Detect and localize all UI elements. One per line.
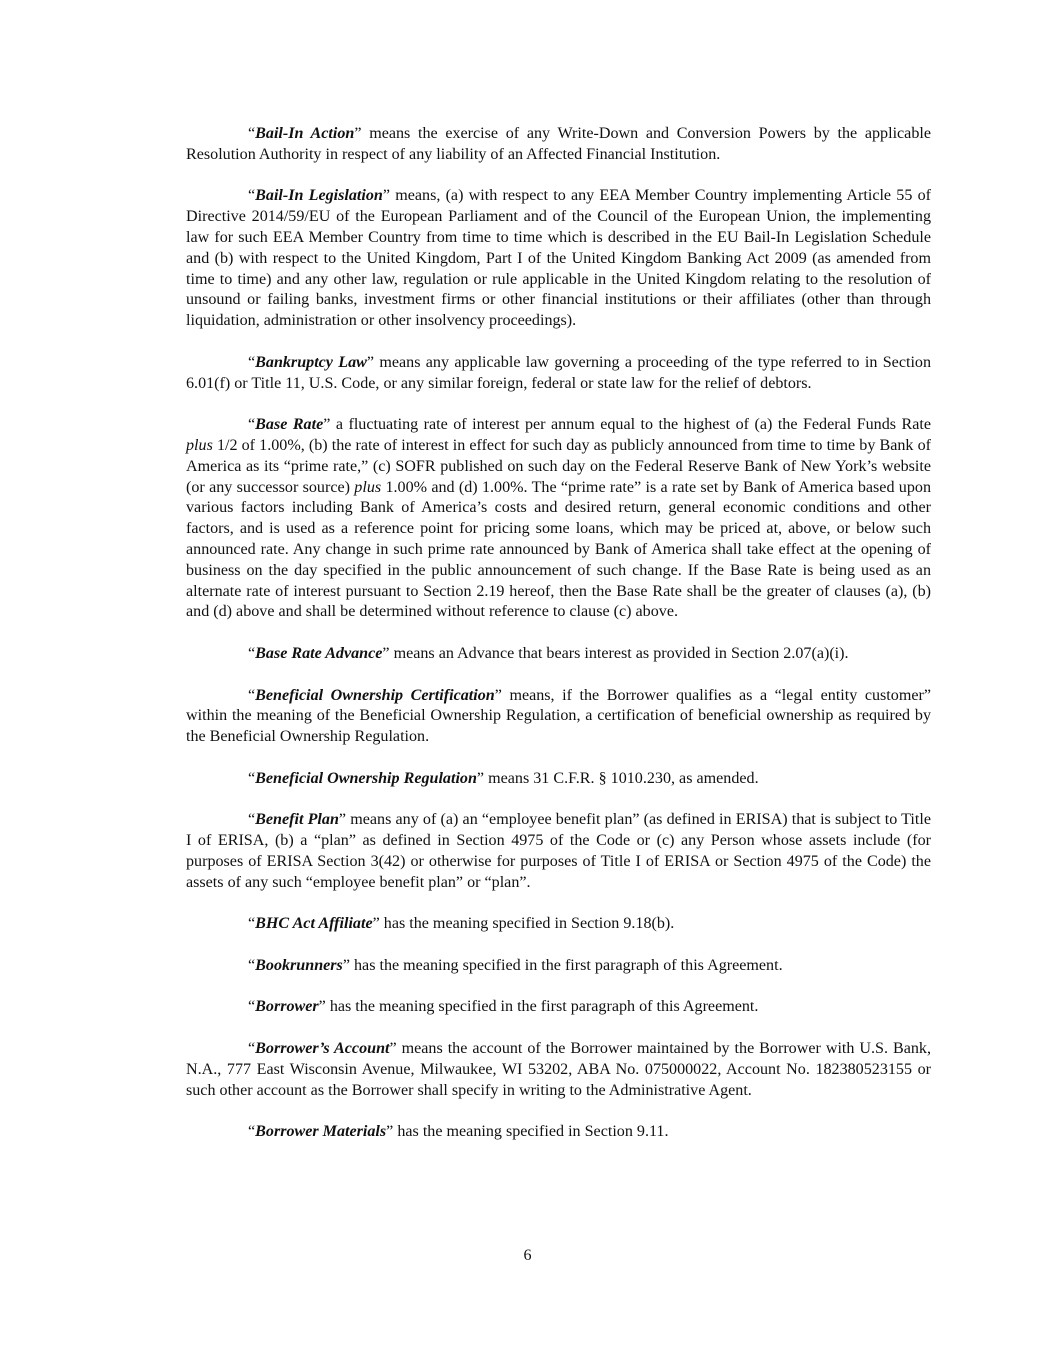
defined-term: Benefit Plan [255, 811, 339, 829]
page-number: 6 [523, 1247, 532, 1264]
definition-text: a fluctuating rate of interest per annum equal to the highest of (a) the Federal Funds Rate [330, 416, 932, 434]
definition-text: means 31 C.F.R. § 1010.230, as amended. [484, 769, 759, 787]
definition-borrower-materials: “Borrower Materials” has the meaning specified in Section 9.11. [248, 1123, 669, 1141]
definition-borrowers-account: “Borrower’s Account” means the account of the Borrower maintained by the Borrower with U.S. Bank, N.A., 777 East Wisconsin Avenue, Milwaukee, WI 53202, ABA No. 075000022, Account No. 182380523155 or such other account as the Borrower shall specify in writing to the Administrative Agent. [186, 1040, 931, 1099]
defined-term: Bail-In Action [255, 125, 355, 142]
definition-text: means the account of the Borrower maintained by the Borrower with U.S. Bank, N.A., 777 East Wisconsin Avenue, Milwaukee, WI 53202, ABA No. 075000022, Account No. 182380523155 or such other account as the Borrower shall specify in writing to the Administrative Agent. [186, 1040, 931, 1099]
definition-text: has the meaning specified in the first paragraph of this Agreement. [325, 998, 759, 1016]
definition-base-rate: “Base Rate” a fluctuating rate of interest per annum equal to the highest of (a) the Federal Funds Rate plus 1/2 of 1.00%, (b) the rate of interest in effect for such day as publicly announced from time to time by Bank of America as its “prime rate,” (c) SOFR published on such day on the Federal Reserve Bank of New York’s website (or any successor source) plus 1.00% and (d) 1.00%. The “prime rate” is a rate set by Bank of America based upon various factors including Bank of America’s costs and desired return, general economic conditions and other factors, and is used as a reference point for pricing some loans, which may be priced at, above, or below such announced rate. Any change in such prime rate announced by Bank of America shall take effect at the opening of business on the day specified in the public announcement of such change. If the Base Rate is being used as an alternate rate of interest pursuant to Section 2.19 hereof, then the Base Rate shall be the greater of clauses (a), (b) and (d) above and shall be determined without reference to clause (c) above. [186, 416, 932, 621]
definition-text: means an Advance that bears interest as provided in Section 2.07(a)(i). [389, 644, 849, 662]
defined-term: Borrower’s Account [255, 1040, 390, 1058]
definition-text: means, if the Borrower qualifies as a “legal entity customer” within the meaning of the Beneficial Ownership Regulation, a certification of beneficial ownership as required by the Beneficial Ownership Regulation. [186, 686, 931, 746]
defined-term: Bail-In Legislation [255, 187, 383, 205]
definition-text: 1.00% and (d) 1.00%. The “prime rate” is a rate set by Bank of America based upon various factors including Bank of America’s costs and desired return, general economic conditions and other factors, and is used as a reference point for pricing some loans, which may be priced at, above, or below such announced rate. Any change in such prime rate announced by Bank of America shall take effect at the opening of business on the day specified in the public announcement of such change. If the Base Rate is being used as an alternate rate of interest pursuant to Section 2.19 hereof, then the Base Rate shall be the greater of clauses (a), (b) and (d) above and shall be determined without reference to clause (c) above. [186, 478, 931, 621]
definition-beneficial-ownership-certification: “Beneficial Ownership Certification” means, if the Borrower qualifies as a “legal entity customer” within the meaning of the Beneficial Ownership Regulation, a certification of beneficial ownership as required by the Beneficial Ownership Regulation. [186, 686, 931, 746]
definition-text: means any applicable law governing a proceeding of the type referred to in Section 6.01(f) or Title 11, U.S. Code, or any similar foreign, federal or state law for the relief of debtors. [186, 353, 932, 392]
definition-text: 1/2 of 1.00%, (b) the rate of interest in effect for such day as publicly announced from time to time by Bank of America as its “prime rate,” (c) SOFR published on such day on the Federal Reserve Bank of New York’s website (or any successor source) [186, 436, 931, 496]
defined-term: BHC Act Affiliate [255, 915, 373, 933]
definition-text: has the meaning specified in Section 9.18(b). [379, 915, 675, 933]
definition-borrower: “Borrower” has the meaning specified in the first paragraph of this Agreement. [248, 998, 759, 1016]
definition-bail-in-action: “Bail-In Action” means the exercise of any Write-Down and Conversion Powers by the applicable Resolution Authority in respect of any liability of an Affected Financial Institution. [186, 125, 931, 163]
document-page [186, 124, 931, 1164]
definition-bankruptcy-law: “Bankruptcy Law” means any applicable law governing a proceeding of the type referred to in Section 6.01(f) or Title 11, U.S. Code, or any similar foreign, federal or state law for the relief of debtors. [186, 353, 932, 392]
definition-text: means, (a) with respect to any EEA Member Country implementing Article 55 of Directive 2014/59/EU of the European Parliament and of the Council of the European Union, the implementing law for such EEA Member Country from time to time which is described in the EU Bail-In Legislation Schedule and (b) with respect to the United Kingdom, Part I of the United Kingdom Banking Act 2009 (as amended from time to time) and any other law, regulation or rule applicable in the United Kingdom relating to the resolution of unsound or failing banks, investment firms or other financial institutions or their affiliates (other than through liquidation, administration or other insolvency proceedings). [186, 187, 931, 330]
defined-term: Base Rate [255, 416, 324, 434]
definition-bail-in-legislation: “Bail-In Legislation” means, (a) with respect to any EEA Member Country implementing Article 55 of Directive 2014/59/EU of the European Parliament and of the Council of the European Union, the implementing law for such EEA Member Country from time to time which is described in the EU Bail-In Legislation Schedule and (b) with respect to the United Kingdom, Part I of the United Kingdom Banking Act 2009 (as amended from time to time) and any other law, regulation or rule applicable in the United Kingdom relating to the resolution of unsound or failing banks, investment firms or other financial institutions or their affiliates (other than through liquidation, administration or other insolvency proceedings). [186, 187, 931, 330]
definition-bookrunners: “Bookrunners” has the meaning specified in the first paragraph of this Agreement. [248, 956, 783, 974]
definition-italic-text: plus [354, 478, 382, 496]
defined-term: Bookrunners [255, 956, 343, 974]
definition-text: means the exercise of any Write-Down and Conversion Powers by the applicable Resolution Authority in respect of any liability of an Affected Financial Institution. [186, 125, 931, 163]
definition-italic-text: plus [186, 436, 213, 454]
defined-term: Beneficial Ownership Regulation [255, 769, 477, 787]
definition-bhc-act-affiliate: “BHC Act Affiliate” has the meaning specified in Section 9.18(b). [248, 915, 675, 933]
definition-text: has the meaning specified in Section 9.11. [393, 1123, 669, 1141]
defined-term: Bankruptcy Law [255, 353, 367, 371]
defined-term: Borrower [255, 998, 319, 1016]
definition-benefit-plan: “Benefit Plan” means any of (a) an “employee benefit plan” (as defined in ERISA) that is subject to Title I of ERISA, (b) a “plan” as defined in Section 4975 of the Code or (c) any Person whose assets include (for purposes of ERISA Section 3(42) or otherwise for purposes of Title I of ERISA or Section 4975 of the Code) the assets of any such “employee benefit plan” or “plan”. [186, 811, 931, 891]
definition-base-rate-advance: “Base Rate Advance” means an Advance that bears interest as provided in Section 2.07(a)(i). [248, 644, 849, 662]
defined-term: Beneficial Ownership Certification [255, 686, 495, 704]
defined-term: Borrower Materials [255, 1123, 387, 1141]
defined-term: Base Rate Advance [255, 644, 383, 662]
definition-beneficial-ownership-regulation: “Beneficial Ownership Regulation” means 31 C.F.R. § 1010.230, as amended. [248, 769, 759, 787]
definition-text: means any of (a) an “employee benefit plan” (as defined in ERISA) that is subject to Title I of ERISA, (b) a “plan” as defined in Section 4975 of the Code or (c) any Person whose assets include (for purposes of ERISA Section 3(42) or otherwise for purposes of Title I of ERISA or Section 4975 of the Code) the assets of any such “employee benefit plan” or “plan”. [186, 811, 931, 891]
definition-text: has the meaning specified in the first paragraph of this Agreement. [349, 956, 783, 974]
